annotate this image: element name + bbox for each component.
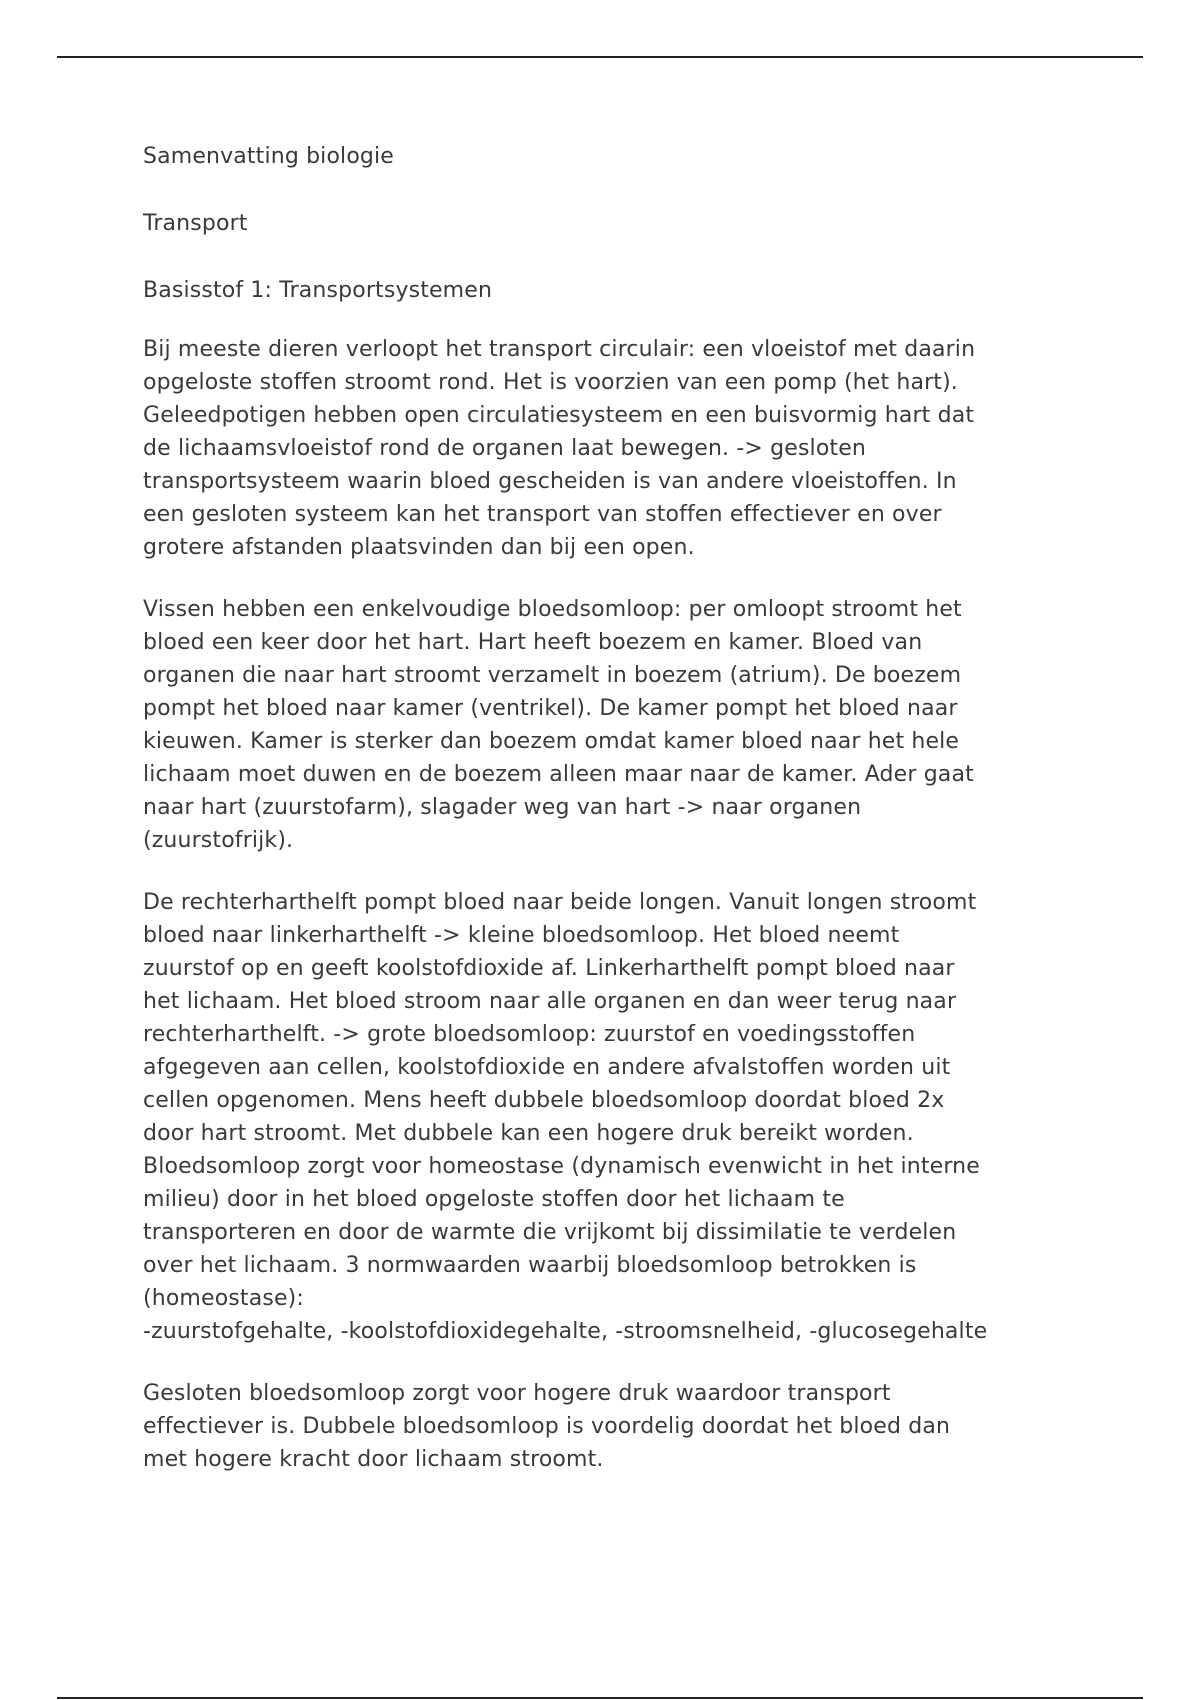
document-body xyxy=(143,140,1073,1505)
text-line: (zuurstofrijk). xyxy=(143,828,294,853)
text-line: door hart stroomt. Met dubbele kan een hogere druk bereikt worden. xyxy=(143,1121,914,1146)
text-line: bloed naar linkerharthelft -> kleine bloedsomloop. Het bloed neemt xyxy=(143,923,900,948)
text-line: met hogere kracht door lichaam stroomt. xyxy=(143,1447,604,1472)
text-line: cellen opgenomen. Mens heeft dubbele bloedsomloop doordat bloed 2x xyxy=(143,1088,945,1113)
text-line: organen die naar hart stroomt verzamelt in boezem (atrium). De boezem xyxy=(143,663,962,688)
text-line: een gesloten systeem kan het transport van stoffen effectiever en over xyxy=(143,502,942,527)
text-line: bloed een keer door het hart. Hart heeft boezem en kamer. Bloed van xyxy=(143,630,923,655)
text-line: de lichaamsvloeistof rond de organen laat bewegen. -> gesloten xyxy=(143,436,866,461)
text-line: lichaam moet duwen en de boezem alleen maar naar de kamer. Ader gaat xyxy=(143,762,974,787)
text-line: rechterharthelft. -> grote bloedsomloop: zuurstof en voedingsstoffen xyxy=(143,1022,916,1047)
paragraph-2 xyxy=(143,593,1073,857)
paragraph-1 xyxy=(143,333,1073,564)
text-line: over het lichaam. 3 normwaarden waarbij bloedsomloop betrokken is xyxy=(143,1253,917,1278)
section-heading: Basisstof 1: Transportsystemen xyxy=(143,278,493,303)
text-line: zuurstof op en geeft koolstofdioxide af. Linkerharthelft pompt bloed naar xyxy=(143,956,955,981)
paragraph-4 xyxy=(143,1377,1073,1476)
text-line: Vissen hebben een enkelvoudige bloedsomloop: per omloopt stroomt het xyxy=(143,597,962,622)
text-line: naar hart (zuurstofarm), slagader weg van hart -> naar organen xyxy=(143,795,862,820)
text-line: grotere afstanden plaatsvinden dan bij een open. xyxy=(143,535,695,560)
text-line: milieu) door in het bloed opgeloste stoffen door het lichaam te xyxy=(143,1187,845,1212)
document-title: Samenvatting biologie xyxy=(143,144,394,169)
text-line: De rechterharthelft pompt bloed naar beide longen. Vanuit longen stroomt xyxy=(143,890,977,915)
text-line: Bij meeste dieren verloopt het transport circulair: een vloeistof met daarin xyxy=(143,337,976,362)
bottom-rule xyxy=(57,1697,1143,1699)
top-rule xyxy=(57,56,1143,58)
text-line: Bloedsomloop zorgt voor homeostase (dynamisch evenwicht in het interne xyxy=(143,1154,980,1179)
text-line: het lichaam. Het bloed stroom naar alle organen en dan weer terug naar xyxy=(143,989,957,1014)
text-line: kieuwen. Kamer is sterker dan boezem omdat kamer bloed naar het hele xyxy=(143,729,960,754)
text-line: transporteren en door de warmte die vrijkomt bij dissimilatie te verdelen xyxy=(143,1220,957,1245)
text-line: Geleedpotigen hebben open circulatiesysteem en een buisvormig hart dat xyxy=(143,403,975,428)
text-line: -zuurstofgehalte, -koolstofdioxidegehalte, -stroomsnelheid, -glucosegehalte xyxy=(143,1319,988,1344)
text-line: afgegeven aan cellen, koolstofdioxide en andere afvalstoffen worden uit xyxy=(143,1055,951,1080)
text-line: (homeostase): xyxy=(143,1286,304,1311)
text-line: effectiever is. Dubbele bloedsomloop is voordelig doordat het bloed dan xyxy=(143,1414,951,1439)
paragraph-3 xyxy=(143,886,1073,1348)
chapter-heading: Transport xyxy=(143,211,248,236)
text-line: pompt het bloed naar kamer (ventrikel). De kamer pompt het bloed naar xyxy=(143,696,958,721)
text-line: Gesloten bloedsomloop zorgt voor hogere druk waardoor transport xyxy=(143,1381,891,1406)
text-line: transportsysteem waarin bloed gescheiden is van andere vloeistoffen. In xyxy=(143,469,957,494)
text-line: opgeloste stoffen stroomt rond. Het is voorzien van een pomp (het hart). xyxy=(143,370,958,395)
